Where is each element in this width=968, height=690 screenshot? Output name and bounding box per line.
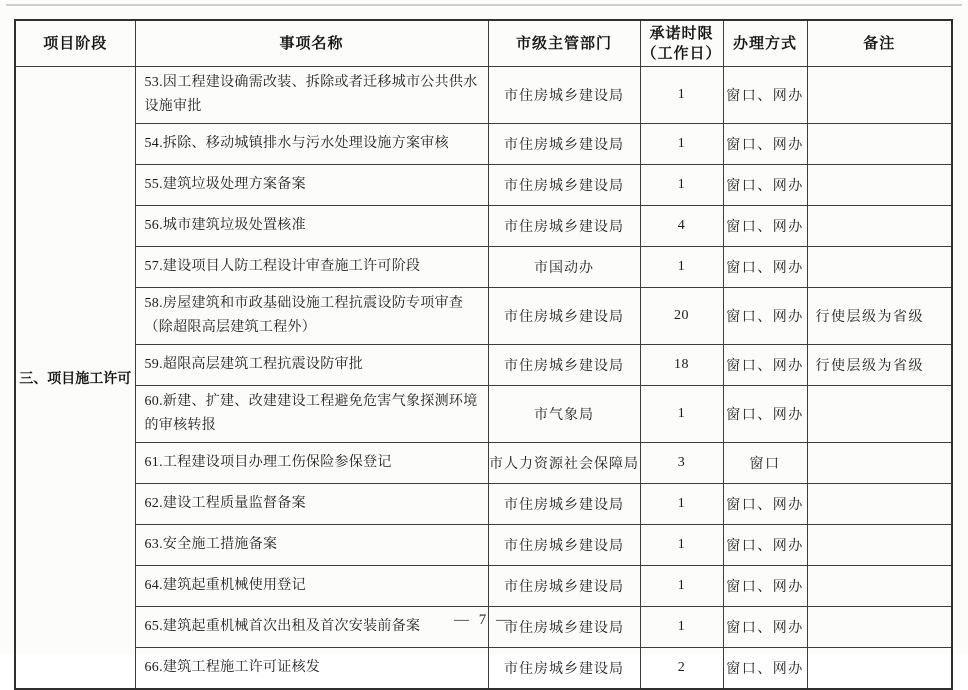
table-row <box>15 525 952 566</box>
table-row <box>15 386 952 443</box>
department-cell: 市住房城乡建设局 <box>488 165 640 206</box>
processing-method-cell: 窗口、网办 <box>723 247 807 288</box>
item-name-cell: 62.建设工程质量监督备案 <box>135 484 488 525</box>
item-name-cell: 59.超限高层建筑工程抗震设防审批 <box>135 345 488 386</box>
col-header-time-limit-line2: （工作日） <box>641 44 722 62</box>
department-cell: 市住房城乡建设局 <box>488 67 640 124</box>
processing-method-cell: 窗口、网办 <box>723 386 807 443</box>
item-name-cell: 66.建筑工程施工许可证核发 <box>135 648 488 690</box>
time-limit-cell: 1 <box>640 247 723 288</box>
col-header-department: 市级主管部门 <box>488 20 640 67</box>
remark-cell <box>807 648 952 690</box>
scan-artifact-line <box>6 4 962 6</box>
item-name-cell: 53.因工程建设确需改装、拆除或者迁移城市公共供水设施审批 <box>135 67 488 124</box>
item-name-cell: 60.新建、扩建、改建建设工程避免危害气象探测环境的审核转报 <box>135 386 488 443</box>
department-cell: 市住房城乡建设局 <box>488 124 640 165</box>
remark-cell: 行使层级为省级 <box>807 288 952 345</box>
table-row <box>15 345 952 386</box>
col-header-method: 办理方式 <box>723 20 807 67</box>
remark-cell <box>807 67 952 124</box>
remark-cell <box>807 525 952 566</box>
time-limit-cell: 1 <box>640 484 723 525</box>
processing-method-cell: 窗口、网办 <box>723 206 807 247</box>
item-name-cell: 61.工程建设项目办理工伤保险参保登记 <box>135 443 488 484</box>
processing-method-cell: 窗口、网办 <box>723 288 807 345</box>
table-row <box>15 484 952 525</box>
processing-method-cell: 窗口、网办 <box>723 165 807 206</box>
processing-method-cell: 窗口、网办 <box>723 345 807 386</box>
stage-group-cell: 三、项目施工许可 <box>15 67 135 690</box>
department-cell: 市气象局 <box>488 386 640 443</box>
col-header-time-limit <box>640 20 723 67</box>
item-name-cell: 57.建设项目人防工程设计审查施工许可阶段 <box>135 247 488 288</box>
time-limit-cell: 1 <box>640 566 723 607</box>
time-limit-cell: 2 <box>640 648 723 690</box>
processing-method-cell: 窗口、网办 <box>723 648 807 690</box>
processing-method-cell: 窗口、网办 <box>723 67 807 124</box>
time-limit-cell: 1 <box>640 607 723 648</box>
time-limit-cell: 18 <box>640 345 723 386</box>
table-row <box>15 443 952 484</box>
remark-cell <box>807 484 952 525</box>
processing-method-cell: 窗口、网办 <box>723 484 807 525</box>
col-header-stage: 项目阶段 <box>15 20 135 67</box>
time-limit-cell: 3 <box>640 443 723 484</box>
time-limit-cell: 1 <box>640 67 723 124</box>
item-name-cell: 58.房屋建筑和市政基础设施工程抗震设防专项审查（除超限高层建筑工程外） <box>135 288 488 345</box>
remark-cell: 行使层级为省级 <box>807 345 952 386</box>
processing-method-cell: 窗口、网办 <box>723 607 807 648</box>
col-header-time-limit-line1: 承诺时限 <box>649 24 714 42</box>
department-cell: 市住房城乡建设局 <box>488 525 640 566</box>
time-limit-cell: 20 <box>640 288 723 345</box>
remark-cell <box>807 443 952 484</box>
remark-cell <box>807 566 952 607</box>
processing-method-cell: 窗口、网办 <box>723 566 807 607</box>
department-cell: 市住房城乡建设局 <box>488 288 640 345</box>
department-cell: 市住房城乡建设局 <box>488 345 640 386</box>
table-row <box>15 648 952 690</box>
department-cell: 市人力资源社会保障局 <box>488 443 640 484</box>
processing-method-cell: 窗口、网办 <box>723 525 807 566</box>
col-header-item: 事项名称 <box>135 20 488 67</box>
time-limit-cell: 1 <box>640 124 723 165</box>
department-cell: 市住房城乡建设局 <box>488 206 640 247</box>
table-row <box>15 124 952 165</box>
table-row <box>15 566 952 607</box>
time-limit-cell: 4 <box>640 206 723 247</box>
department-cell: 市国动办 <box>488 247 640 288</box>
department-cell: 市住房城乡建设局 <box>488 607 640 648</box>
table-row <box>15 165 952 206</box>
remark-cell <box>807 124 952 165</box>
table-row <box>15 288 952 345</box>
table-body <box>15 67 952 690</box>
table-row <box>15 206 952 247</box>
processing-method-cell: 窗口、网办 <box>723 124 807 165</box>
item-name-cell: 63.安全施工措施备案 <box>135 525 488 566</box>
remark-cell <box>807 165 952 206</box>
remark-cell <box>807 206 952 247</box>
item-name-cell: 56.城市建筑垃圾处置核准 <box>135 206 488 247</box>
time-limit-cell: 1 <box>640 525 723 566</box>
header-row <box>15 20 952 67</box>
time-limit-cell: 1 <box>640 386 723 443</box>
table-row <box>15 247 952 288</box>
approval-items-table <box>14 19 953 690</box>
item-name-cell: 55.建筑垃圾处理方案备案 <box>135 165 488 206</box>
department-cell: 市住房城乡建设局 <box>488 566 640 607</box>
department-cell: 市住房城乡建设局 <box>488 648 640 690</box>
time-limit-cell: 1 <box>640 165 723 206</box>
item-name-cell: 54.拆除、移动城镇排水与污水处理设施方案审核 <box>135 124 488 165</box>
remark-cell <box>807 247 952 288</box>
remark-cell <box>807 386 952 443</box>
col-header-remark: 备注 <box>807 20 952 67</box>
processing-method-cell: 窗口 <box>723 443 807 484</box>
table-row <box>15 67 952 124</box>
item-name-cell: 64.建筑起重机械使用登记 <box>135 566 488 607</box>
item-name-cell: 65.建筑起重机械首次出租及首次安装前备案 <box>135 607 488 648</box>
department-cell: 市住房城乡建设局 <box>488 484 640 525</box>
page-number: — 7 — <box>454 612 514 628</box>
